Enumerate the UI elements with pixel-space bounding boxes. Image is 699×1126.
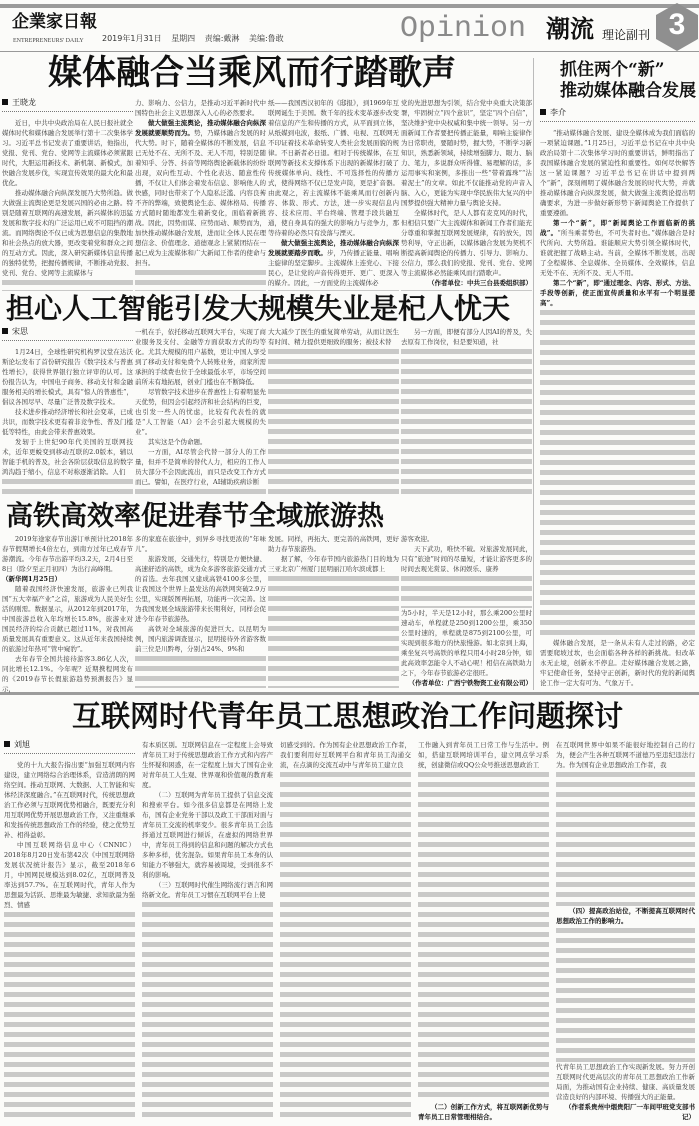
paragraph [280,740,411,770]
article-column [2,534,133,693]
illegible-text-lines [556,772,695,906]
paragraph-text: 一方面，AI尽管会代替一部分人的工作量，但并不是简单的替代人力，相应的工作人员大部分不会因此流出，而只是改变工作方式而已。譬如，在医疗行业，AI辅助疾病诊断 [135,448,266,486]
paragraph [2,574,133,584]
paragraph-text: 党的十九大报告指出要“加强互联网内容建设，建立网络综合治理体系，营造清朗的网络空间。推动互联网、大数据、人工智能和实体经济深度融合。”在互联网时代，传统思想政治工作必须与互联网优势相融合，既要充分利用互联网优势开展思想政治工作，又注重继承和发扬传统思想政治工作的经验，使之优势互补、相得益彰。 [4,761,135,839]
paragraph-text: 多的家庭在旅途中，到异乡寻找更浓的“年味儿”。 [135,535,266,553]
illegible-text-lines [268,290,399,291]
byline-square-icon [4,741,10,747]
paragraph [556,1062,695,1102]
byline [2,98,133,112]
paragraph [4,760,135,840]
article-column [556,740,695,1122]
illegible-text-lines [135,489,266,499]
paragraph [142,880,273,900]
paragraph [556,740,695,770]
paragraph-text: 天下武功，唯快不破。对旅游发展同此，只有“旅途”时间的尽量短，才能让游客更多的时间去观光赏景、休闲娱乐、康养 [401,545,532,573]
headline-sidebar [560,60,696,102]
paragraph [540,218,695,278]
paragraph [401,534,532,544]
paragraph-lead: 第一个“新”，即“新闻舆论工作面临新的挑战”。 [540,219,695,237]
article-column [2,327,133,499]
illegible-text-lines [280,772,411,1122]
paragraph [2,584,133,654]
paragraph-lead: 第二个“新”，即“通过理念、内容、形式、方法、手段等创新，使正面宣传质量和水平有一个明显提高”。 [540,279,695,307]
author-name: 李介 [550,108,566,117]
headline-sidebar-line2: 推动媒体融合发展 [560,81,696,101]
paragraph [268,238,399,288]
article-column [268,327,399,499]
illegible-text-lines [135,270,266,291]
paragraph [401,544,532,574]
paragraph-text: 一机在手，依托移动互联网大平台，实现了商业服务及支付、金融等方面获取方式的均等化。尤其大规模的用户基数，更让中国人享受到了移动支付和免费个人转账业务，商家所需承担的手续费也位于全球最低水平，市场空间前所未有地拓展，创业门槛也在不断降低。 [135,328,266,386]
paragraph [540,278,695,308]
paragraph [268,554,399,574]
paragraph [540,638,695,688]
paragraph-text: 推动媒体融合向纵深发展乃大势所趋。做大做强主流舆论更是发展兴国的必由之路。特别是随着互联网的高速发展，新兴媒体的迅猛发展和数字技术的广泛运用已成不可阻挡的潮流。而网络舆论不仅已成为思想信息的集散地和社会热点的放大器，更改变着党和群众之间的互动方式。因此，深入研究新媒体信息传播的独特优势，把握传播规律，不断推动党报、党刊、党台、党网等主流媒体与 [2,189,133,277]
paragraph [2,654,133,694]
paragraph [2,188,133,278]
article-column [135,98,266,291]
paragraph-text: 去年春节全国共接待游客3.86亿人次，同比增长12.1%。今年呢？近期携程网发布的《2019春节长假旅游趋势预测报告》显示， [2,655,133,693]
paragraph [135,554,266,624]
paragraph [135,437,266,447]
paragraph [540,128,695,218]
paragraph-text: “推动媒体融合发展、建设全媒体成为我们面临的一项紧迫课题。”1月25日，习近平总书记在中共中央政治局第十二次集体学习时的重要讲话，鲜明指出了我国媒体融合发展的紧迫性和重要性。如何尽快解答这一紧迫课题？习近平总书记在讲话中提到两个“新”，深刻阐明了媒体融合发展的时代大势，并就推动媒体融合向纵深发展，做大做强主流舆论提出明确要求，为进一步做好新形势下新闻舆论工作提供了重要遵循。 [540,129,695,217]
illegible-text-lines [401,349,532,499]
paragraph-text: 高铁对全域旅游的促进巨大。以昆明为例，国内旅游调查显示，昆明接待外省游客数前三位是川黔粤，分别占24%、9%和 [135,625,266,653]
illegible-text-lines [142,902,273,1122]
paragraph-text: （三）互联网时代催生网络流行语言和网络新文化。青年员工习惯在互联网平台上使 [142,881,273,899]
headline-youth-political-work: 互联网时代青年员工思想政治工作问题探讨 [72,699,624,733]
paragraph-text: 为5小时，半天是12小时，那么乘200公里时速动车，单程就是250到1200公里，乘350公里时速的，单程就是875到2100公里，可实现到很多地方的快旅慢游。如北京到上海，乘坐复兴号高铁的单程只用4小时28分钟，如此高效率怎能令人不动心呢！相信在高铁助力之下，今年春节旅游必定很旺。 [401,609,532,677]
paragraph [2,347,133,407]
article-column [135,327,266,499]
author-name: 刘旭 [14,740,30,749]
paragraph [418,1102,549,1122]
article-column [4,740,135,1122]
paragraph-lead: 做大做强主流舆论，推动媒体融合向纵深发展就要踏步而歌。 [268,239,399,257]
editor-credit: 责编:戴淋 [204,34,240,43]
author-name: 宋思 [12,327,28,336]
paragraph [268,327,399,347]
paragraph [401,608,532,678]
article-column [280,740,411,1122]
article-column [401,327,532,499]
article-column [540,108,695,688]
paragraph-text: 有本质区别。互联网信息在一定程度上会导致青年员工对于传统思想政治工作方式和内容产生怀疑和困惑，在一定程度上加大了国有企业对青年员工人生观、世界观和价值观的教育难度。 [142,741,273,789]
paragraph-text: 据了解，今年春节国内旅游热门目的地为三亚北京广州厦门昆明丽江哈尔滨成都上 [268,555,399,573]
paragraph-text: 1月24日，全球性研究机构罗汉堂在达沃斯论坛发布了首份研究报告《数字技术与普惠性增长》，获得世界银行独立评审的认可。这份报告认为，中国电子商务、移动支付和金融服务相关的增长模式，具有“惊人的普惠性”，倡议各国尽早、尽量广泛普及数字技术。 [2,348,133,406]
illegible-text-lines [540,310,695,638]
author-name: 王晓龙 [12,98,36,107]
paragraph [401,98,532,208]
paragraph-text: 步，乃传播正能量、唱响主旋律的坚定脚步。主流媒体上连党心、下接民心，是让党的声音传得更开、更广、更深入的媒介。因此，一方面党的主流媒体必 [268,249,400,287]
byline-square-icon [2,328,8,334]
illegible-text-lines [268,576,399,688]
headline-high-speed-rail: 高铁高效率促进春节全域旅游热 [6,501,384,532]
newspaper-logo: 企業家日報 [12,12,97,32]
paragraph-text: 工作融入到青年员工日常工作与生活中。例如，搭建互联网培训平台，建立网点学习系统，创建微信或QQ公众号推送思想政治工 [418,741,549,769]
illegible-text-lines [2,479,133,499]
illegible-text-lines [401,576,532,608]
byline [4,740,135,754]
byline-square-icon [2,99,8,105]
section-name: 潮流 [546,14,594,43]
illegible-text-lines [268,349,399,499]
issue-weekday: 星期四 [171,34,196,43]
paragraph [135,118,266,268]
paragraph-text: 中国互联网络信息中心（CNNIC）2018年8月20日发布第42次《中国互联网络发展状况统计报告》显示，截至2018年6月，中国网民规模达到8.02亿，互联网普及率达到57.7%。在互联网时代，青年人作为思想最为活跃、思维最为敏捷、求知欲最为强烈、情感 [4,841,135,909]
dateline [102,34,291,44]
paragraph-text: 势，乃媒体融合发展的时代大势。时下，随着全媒体的不断发展，信息已无处不在、无所不及、无人不用，特别是随着知乎、分答、抖音等网络舆论新载体的纷纷出现，双向性互动、个性化表达、随意性传播，不仅让人们体会着发布信息、影响他人的快感，同时也带来了个人隐私泛滥、内容良莠不齐的弊端，致使舆论生态、媒体格局、传播方式随时随地都发生着新变化，面临着新挑战。因此，因势而谋、应势而动、顺势而为，加快推动媒体融合发展，进而让全体人民在理想信念、价值理念、道德观念上紧紧团结在一起已成为主流媒体和广大新闻工作者的使命与担当。 [135,129,267,267]
author-affiliation: （作者单位：中共三台县委组织部） [428,279,532,287]
paragraph [401,208,532,278]
paragraph-text: 2019年途家春节出游订单预计比2018年春节假期增长4倍左右，到南方过年已成春节游潮流。今年春节出游平均3.2天，2月4日至8日（除夕至正月初四）为出行高峰期。 [2,535,133,573]
column-divider [533,58,534,690]
paragraph [135,387,266,437]
paragraph-text: 发展。同样，再拓大、更完善的高铁网，更好助力春节旅游热。 [268,535,399,553]
paragraph [2,437,133,477]
paragraph-text: 技术进步推动经济增长和社会变革，已成共识，而数字技术更有着非竞争性、普及门槛低等特性，由此会带来普惠效果。 [2,408,133,436]
paragraph-text: 其实这是个伪命题。 [148,438,207,446]
illegible-text-lines [556,928,695,1062]
paragraph-text: 发轫于上世纪90年代美国的互联网技术，近年更蜕变到移动互联的2.0版本，辅以智能手机的普及，社会各阶层获取信息的数字鸿沟趋于缩小，信息不对称逐渐消除。人们 [2,438,133,476]
paragraph-lead: 做大做强主流舆论，推动媒体融合向纵深发展就要顺势而为。 [135,119,266,137]
paragraph-text: 切感受到的。作为国有企业思想政治工作者，我们要利用好互联网平台和青年员工沟通交流，在点滴的交流互动中与青年员工建立良 [280,741,411,769]
paragraph-text: 媒体融合发展，是一条从未有人走过的路，必定需要爬坡过坎，也会面临各种各样的新挑战。但改革永无止境，创新永不停息。走好媒体融合发展之路，牢记使命任务，坚持守正创新，新时代的党的新闻舆论工作一定大有可为、气象万千。 [540,639,695,687]
paragraph-lead: （新华网1月25日） [2,575,62,583]
paragraph [2,118,133,188]
newspaper-logo-english: ENTREPRENEURS' DAILY [13,38,84,44]
paragraph [401,327,532,347]
paragraph [135,534,266,554]
paragraph [4,840,135,910]
paragraph-text: 旅游发展，交通先行，特别是方便快捷、高速舒适的高铁，成为众多游客旅游交通方式的首选。去年我国又建成高铁4100多公里，让我国这个世界上最发达的高铁网突破2.9万公里，实现版图再拓展，功能再一次完善。这为我国发展全域旅游带来长期利好，同样会促进今年春节旅游热。 [135,555,266,623]
headline-sidebar-line1: 抓住两个“新” [560,60,665,80]
paragraph [2,407,133,437]
paragraph-text: 另一方面，即便有部分人因AI的普及，失去原有工作岗位，但是要知道，社 [401,328,532,346]
paragraph-text: （二）互联网为青年员工提供了信息交流和搜索平台。如今很多信息都是在网络上发布，国有企业党务干部以及政工干部面对面与青年员工交流的机率变少。很多青年员工会选择通过互联网进行倾诉，在虚拟的网络世界中，青年员工得到的信息和问题的解决方式也多种多样，优劣混杂。如果青年员工本身的认知能力不够强大，就容易被周境，受到很多不利的影响。 [142,791,273,879]
author-affiliation: （作者系贵州中烟贵阳厂一车间甲班党支部书记） [565,1103,695,1121]
paragraph [135,98,266,118]
paragraph [142,790,273,880]
headline-ai-unemployment: 担心人工智能引发大规模失业是杞人忧天 [6,292,511,325]
top-rule [0,4,699,8]
paragraph-text: 近日，中共中央政治局在人民日报社就全媒体时代和媒体融合发展举行第十二次集体学习。习近平总书记发表了重要讲话，他指出，党报、党刊、党台、党网等主流媒体必须紧跟时代，大胆运用新技术、新机制、新模式，加快融合发展步伐，实现宣传效果的最大化和最优化。 [2,119,133,187]
paragraph-lead: （二）创新工作方式，将互联网新优势与青年员工日常管理相结合。 [418,1103,549,1121]
byline [540,108,695,122]
illegible-text-lines [418,772,549,1102]
article-column [401,534,532,688]
illegible-text-lines [4,912,135,1122]
article-column [268,534,399,688]
masthead-divider [0,51,699,52]
paragraph [142,740,273,790]
paragraph [135,624,266,654]
paragraph [135,447,266,487]
headline-media-fusion: 媒体融合当乘风而行踏歌声 [48,53,456,93]
paragraph [556,906,695,926]
paragraph-text: “所当乘者势也，不可失者时也。”媒体融合是时代所向、大势所趋。谁能顺应大势引领全媒体时代，谁就把握了战略主动。当前，全媒体不断发展，出现了全程媒体、全息媒体、全员媒体、全效媒体，信息无处不在、无所不及、无人不用。 [540,229,695,277]
paragraph [2,534,133,574]
paragraph-text: 全媒体时代，是人人都有麦克风的时代，但相信只要广大主流媒体和新闻工作者们能充分尊重和掌握互联网发展规律，有的放矢，因势利导，守正出新，以媒体融合发展为契机不断提高新闻舆论的传播力、引导力、影响力、公信力，那么我们的党报、党刊、党台、党网等主流媒体必然能乘风而行踏歌声。 [401,209,532,277]
paragraph [268,534,399,554]
paragraph-text: 尽管数字技术进步在普惠性上有着明显先天优势，但因会引起经济和社会结构的巨变，也引发一些人的忧虑，比较有代表性的就是“人工智能（AI）会不会引起大规模的失业”。 [135,388,266,436]
issue-date: 2019年1月31日 [102,34,162,43]
paragraph-text: 在互联网世界中如果不能很好地控制自己的行为，便会产生各种互联网不道德乃至违纪违法行为。作为国有企业思想政治工作者，我 [556,741,695,769]
paragraph-text: 党的先进思想为引领，结合党中央重大决策部署，牢固树立“四个意识”，坚定“四个自信”，坚决维护党中央权威和集中统一领导。另一方面新闻工作者要把传播正能量，唱响主旋律作为日常职责，要随时势，握大势，不断学习新知识，熟悉新领域，持续增强脚力、眼力、脑力、笔力，多说群众听得懂、易理解的话，多运用事实和案例，多推出一些“带着露珠”“沾着泥土”的文章。如此不仅能推动党的声音入脑、入心，更能为实现中华民族伟大复兴的中国梦提供强大精神力量与舆论支持。 [401,99,532,207]
article-column [268,98,399,291]
byline-square-icon [540,109,546,115]
article-column [135,534,266,688]
paragraph [135,327,266,387]
paragraph-text: 代青年员工思想政治工作实现新发展。努力开创互联网时代更高层次的青年员工思想政治工作新局面，为推动国有企业持续、健康、高质量发展营造良好的内部环境、传播强大的正能量。 [556,1063,695,1101]
illegible-text-lines [401,290,532,291]
paragraph-lead: （四）提高政治站位，不断提高互联网时代思想政治工作的影响力。 [556,907,695,925]
section-subtitle: 理论副刊 [602,28,651,42]
article-column [142,740,273,1122]
byline [2,327,133,341]
paragraph-text: 随着我国经济快速发展，旅游业已列我国“五大幸福产业”之首，旅游成为人民美好生活的刚需。数据显示，从2012年到2017年，中国旅游总收入年均增长15.8%，旅游业对国民经济的综合贡献已超过11%，对我国高质量发展具有重要意义。这从近年来我国持续的旅游过年热可“管中窥豹”。 [2,585,133,653]
article-column [418,740,549,1122]
page-number: 3 [668,8,686,41]
section-name-english: Opinion [400,12,527,46]
designer-credit: 美编:鲁敢 [248,34,284,43]
author-affiliation: （作者单位：广西宁铁物资工业有限公司） [408,679,532,687]
paragraph-text: 纸——我国西汉初年的《邸报》，到1969年互联网诞生于美国。数千年的技术变革逐步改变着信息的产生和传播的方式，从平面到立体，从纸媒到电波，报纸、广播、电视、互联网无不印证着技术革命转变人类社会发展面貌的规律。不日新者必日退。相对于传统媒体，在互联网等新技术支撑体系下出现的新媒体打破了传统媒体单向、线性、不可选择性的传播方式，使得网络不仅已是发声筒，更是扩音器。由此观之，若主流媒体不能乘风而行创新内容、体裁、形式、方法，进一步实现信息内容、技术应用、平台终端、管理手段共融互通，使自身具有的强大的影响力与竞争力，那等待着的必然只有没落与湮灭。 [268,99,399,237]
article-column [2,98,133,291]
paragraph-text: 游客欢迎。 [401,535,434,543]
paragraph-text: 大大减少了医生的重复简单劳动，从而让医生有时间、精力提供更细致的服务；被技术替 [268,328,399,346]
illegible-text-lines [135,656,266,688]
article-column [401,98,532,291]
paragraph-text: 力、影响力、公信力，是推动习近平新时代中国特色社会主义思想深入人心的必然要求。 [135,99,266,117]
paragraph [268,98,399,238]
illegible-text-lines [2,280,133,291]
paragraph [418,740,549,770]
